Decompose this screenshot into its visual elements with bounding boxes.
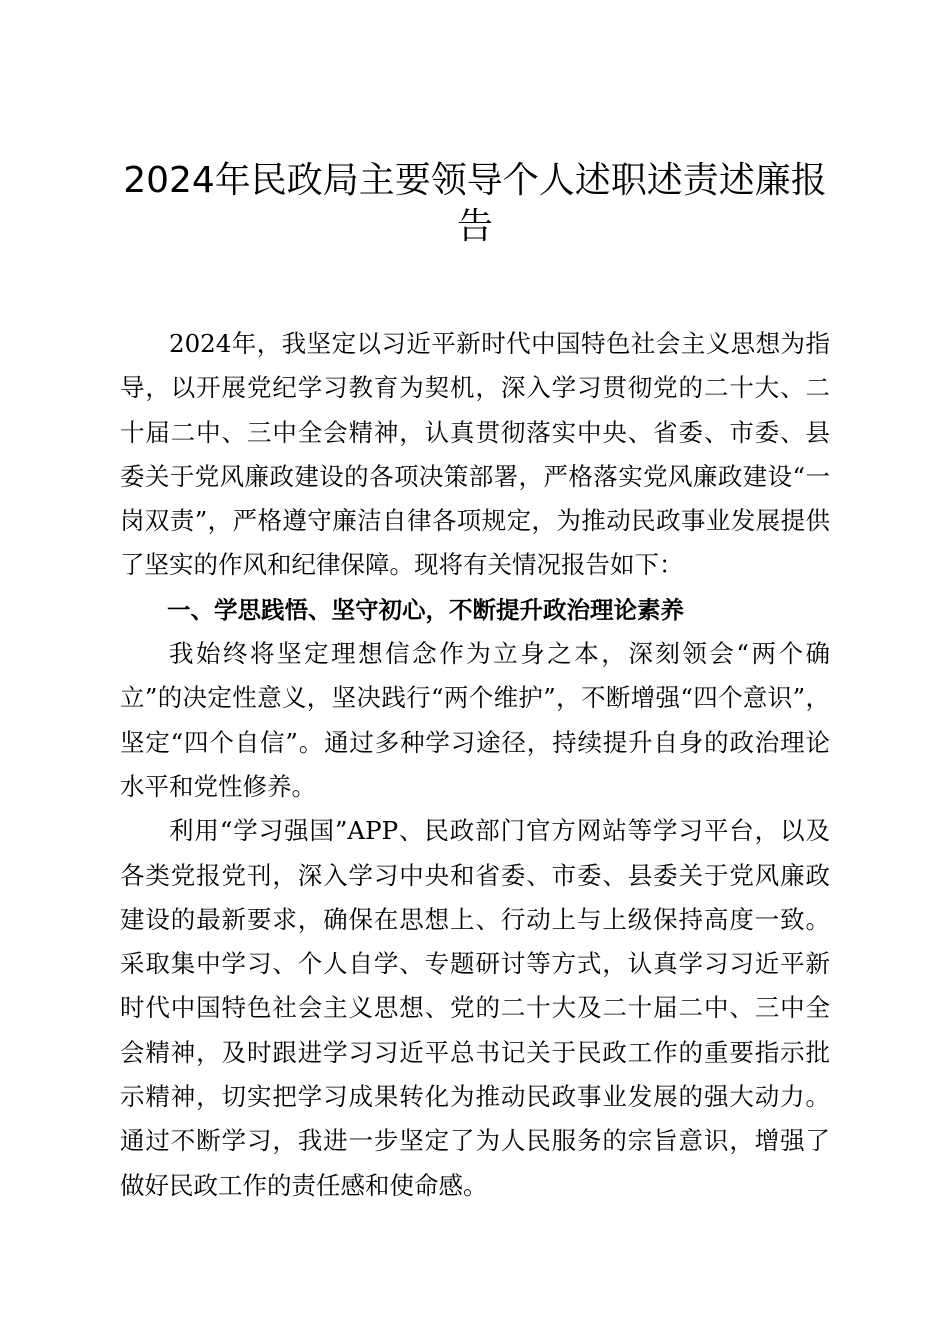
document-body bbox=[120, 322, 830, 1208]
body-paragraph: 我始终将坚定理想信念作为立身之本，深刻领会“两个确立”的决定性意义，坚决践行“两个维护”，不断增强“四个意识”，坚定“四个自信”。通过多种学习途径，持续提升自身的政治理论水平和党性修养。 bbox=[120, 639, 830, 801]
section-heading: 一、学思践悟、坚守初心，不断提升政治理论素养 bbox=[167, 595, 684, 624]
intro-paragraph: 2024年，我坚定以习近平新时代中国特色社会主义思想为指导，以开展党纪学习教育为契机，深入学习贯彻党的二十大、二十届二中、三中全会精神，认真贯彻落实中央、省委、市委、县委关于党风廉政建设的各项决策部署，严格落实党风廉政建设“一岗双责”，严格遵守廉洁自律各项规定，为推动民政事业发展提供了坚实的作风和纪律保障。现将有关情况报告如下： bbox=[120, 329, 830, 580]
document-title: 2024年民政局主要领导个人述职述责述廉报告 bbox=[123, 160, 827, 247]
body-paragraph: 利用“学习强国”APP、民政部门官方网站等学习平台，以及各类党报党刊，深入学习中央和省委、市委、县委关于党风廉政建设的最新要求，确保在思想上、行动上与上级保持高度一致。采取集中学习、个人自学、专题研讨等方式，认真学习习近平新时代中国特色社会主义思想、党的二十大及二十届二中、三中全会精神，及时跟进学习习近平总书记关于民政工作的重要指示批示精神，切实把学习成果转化为推动民政事业发展的强大动力。通过不断学习，我进一步坚定了为人民服务的宗旨意识，增强了做好民政工作的责任感和使命感。 bbox=[120, 816, 830, 1200]
